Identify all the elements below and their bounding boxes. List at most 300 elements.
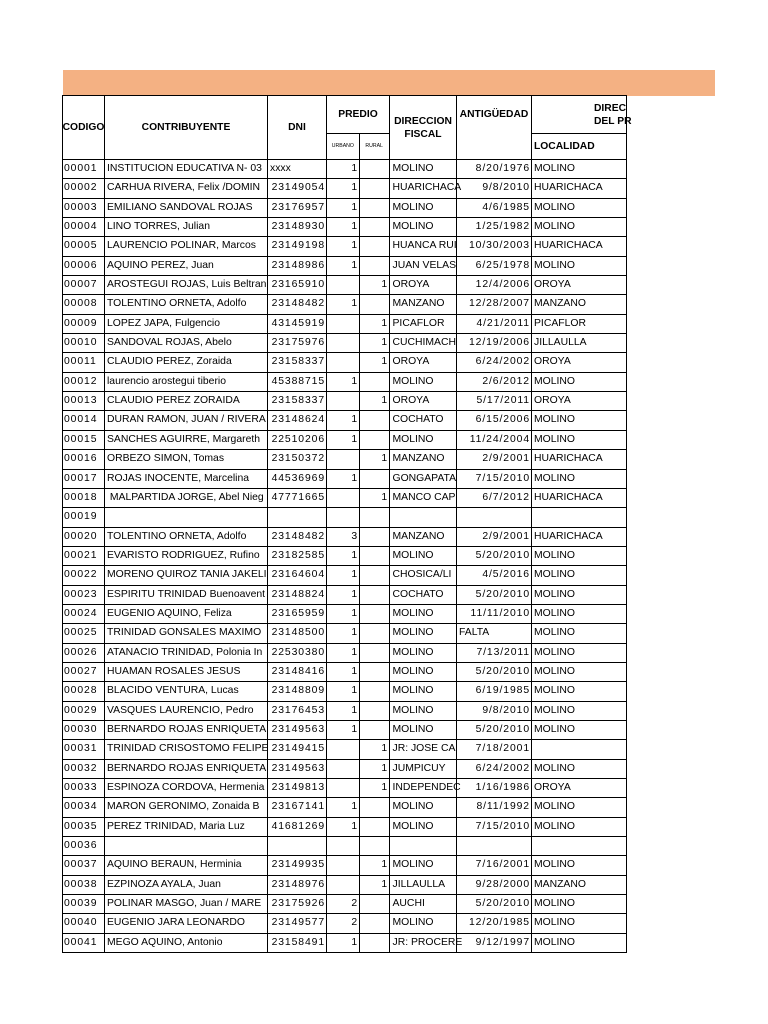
cell-direccion-fiscal: CHOSICA/LI [390, 566, 457, 585]
header-predio [327, 96, 390, 134]
cell-dni: 23148824 [268, 586, 327, 605]
cell-localidad: MOLINO [532, 934, 627, 953]
cell-contribuyente: ESPINOZA CORDOVA, Hermenia [105, 779, 268, 798]
cell-localidad: PICAFLOR [532, 315, 627, 334]
cell-rural [360, 644, 390, 663]
cell-antiguedad: 7/15/2010 [457, 470, 532, 489]
cell-localidad: MOLINO [532, 199, 627, 218]
cell-antiguedad: 9/8/2010 [457, 702, 532, 721]
cell-dni: xxxx [268, 160, 327, 179]
table-row [63, 199, 627, 218]
cell-localidad: OROYA [532, 353, 627, 372]
cell-antiguedad: 12/20/1985 [457, 914, 532, 933]
cell-direccion-fiscal [390, 508, 457, 527]
cell-dni: 23148416 [268, 663, 327, 682]
cell-contribuyente: CARHUA RIVERA, Felix /DOMIN [105, 179, 268, 198]
cell-direccion-fiscal: JR: JOSE CA [390, 740, 457, 759]
cell-urbano: 1 [327, 547, 360, 566]
cell-codigo: 00025 [63, 624, 105, 643]
cell-antiguedad: 2/6/2012 [457, 373, 532, 392]
cell-codigo: 00024 [63, 605, 105, 624]
cell-urbano: 1 [327, 257, 360, 276]
header-direccion-predio-line2: DEL PR [594, 116, 632, 127]
cell-contribuyente: TRINIDAD CRISOSTOMO FELIPE [105, 740, 268, 759]
cell-codigo: 00018 [63, 489, 105, 508]
cell-codigo: 00039 [63, 895, 105, 914]
cell-codigo: 00020 [63, 528, 105, 547]
cell-antiguedad: 5/20/2010 [457, 895, 532, 914]
cell-direccion-fiscal: PICAFLOR [390, 315, 457, 334]
cell-contribuyente: EMILIANO SANDOVAL ROJAS [105, 199, 268, 218]
cell-codigo: 00041 [63, 934, 105, 953]
cell-antiguedad: 4/5/2016 [457, 566, 532, 585]
cell-contribuyente: BLACIDO VENTURA, Lucas [105, 682, 268, 701]
cell-contribuyente: LINO TORRES, Julian [105, 218, 268, 237]
cell-urbano: 1 [327, 934, 360, 953]
cell-urbano [327, 837, 360, 856]
cell-contribuyente: MEGO AQUINO, Antonio [105, 934, 268, 953]
cell-dni: 23150372 [268, 450, 327, 469]
cell-urbano: 1 [327, 644, 360, 663]
cell-direccion-fiscal: MOLINO [390, 663, 457, 682]
cell-contribuyente [105, 508, 268, 527]
header-direccion-predio-line1: DIREC [594, 103, 627, 114]
cell-contribuyente: AQUINO BERAUN, Herminia [105, 856, 268, 875]
cell-direccion-fiscal [390, 837, 457, 856]
cell-localidad: MOLINO [532, 605, 627, 624]
table-row [63, 392, 627, 411]
table-row [63, 702, 627, 721]
cell-antiguedad: 11/11/2010 [457, 605, 532, 624]
header-contribuyente-label: CONTRIBUYENTE [141, 122, 231, 133]
cell-contribuyente: MALPARTIDA JORGE, Abel Nieg [105, 489, 268, 508]
cell-localidad: MANZANO [532, 295, 627, 314]
cell-direccion-fiscal: MOLINO [390, 856, 457, 875]
cell-localidad: MOLINO [532, 547, 627, 566]
cell-localidad: MOLINO [532, 257, 627, 276]
cell-dni: 23164604 [268, 566, 327, 585]
cell-antiguedad: 7/16/2001 [457, 856, 532, 875]
cell-rural [360, 566, 390, 585]
header-direccion-fiscal [390, 96, 457, 160]
header-localidad-label: LOCALIDAD [534, 141, 595, 152]
cell-antiguedad: 8/11/1992 [457, 798, 532, 817]
cell-contribuyente [105, 837, 268, 856]
cell-direccion-fiscal: MANZANO [390, 295, 457, 314]
cell-antiguedad: 2/9/2001 [457, 528, 532, 547]
header-antiguedad [457, 96, 532, 160]
cell-contribuyente: EUGENIO AQUINO, Feliza [105, 605, 268, 624]
cell-contribuyente: ORBEZO SIMON, Tomas [105, 450, 268, 469]
cell-rural [360, 702, 390, 721]
cell-direccion-fiscal: MOLINO [390, 644, 457, 663]
table-row [63, 334, 627, 353]
cell-rural [360, 257, 390, 276]
cell-direccion-fiscal: MANZANO [390, 450, 457, 469]
cell-localidad: MOLINO [532, 914, 627, 933]
cell-urbano [327, 856, 360, 875]
table-row [63, 218, 627, 237]
table-row [63, 489, 627, 508]
cell-antiguedad: 9/8/2010 [457, 179, 532, 198]
cell-localidad: HUARICHACA [532, 528, 627, 547]
cell-urbano [327, 334, 360, 353]
cell-rural: 1 [360, 450, 390, 469]
cell-direccion-fiscal: MOLINO [390, 914, 457, 933]
table-row [63, 779, 627, 798]
cell-dni: 23176957 [268, 199, 327, 218]
cell-localidad [532, 508, 627, 527]
table-row [63, 450, 627, 469]
cell-dni: 23167141 [268, 798, 327, 817]
cell-rural: 1 [360, 876, 390, 895]
cell-antiguedad [457, 508, 532, 527]
cell-localidad: HUARICHACA [532, 489, 627, 508]
cell-direccion-fiscal: OROYA [390, 276, 457, 295]
header-dni [268, 96, 327, 160]
cell-antiguedad: FALTA [457, 624, 532, 643]
cell-direccion-fiscal: COCHATO [390, 411, 457, 430]
cell-localidad: HUARICHACA [532, 450, 627, 469]
cell-codigo: 00001 [63, 160, 105, 179]
cell-dni: 23158337 [268, 392, 327, 411]
cell-antiguedad: 7/18/2001 [457, 740, 532, 759]
table-row [63, 508, 627, 527]
cell-localidad: MOLINO [532, 856, 627, 875]
cell-rural [360, 470, 390, 489]
cell-dni: 23148482 [268, 295, 327, 314]
cell-codigo: 00016 [63, 450, 105, 469]
cell-localidad: HUARICHACA [532, 179, 627, 198]
cell-codigo: 00009 [63, 315, 105, 334]
cell-antiguedad: 6/24/2002 [457, 760, 532, 779]
cell-contribuyente: EVARISTO RODRIGUEZ, Rufino [105, 547, 268, 566]
cell-dni: 23148500 [268, 624, 327, 643]
cell-direccion-fiscal: HUARICHACA [390, 179, 457, 198]
cell-contribuyente: CLAUDIO PEREZ ZORAIDA [105, 392, 268, 411]
table-row [63, 740, 627, 759]
cell-dni: 23165910 [268, 276, 327, 295]
cell-urbano [327, 353, 360, 372]
table-row [63, 837, 627, 856]
cell-dni: 23149054 [268, 179, 327, 198]
cell-rural: 1 [360, 315, 390, 334]
cell-urbano: 1 [327, 798, 360, 817]
cell-dni: 23176453 [268, 702, 327, 721]
cell-rural [360, 798, 390, 817]
cell-localidad: MOLINO [532, 566, 627, 585]
cell-rural [360, 547, 390, 566]
cell-localidad: OROYA [532, 392, 627, 411]
cell-rural [360, 721, 390, 740]
cell-dni: 41681269 [268, 818, 327, 837]
cell-localidad: MOLINO [532, 586, 627, 605]
cell-rural [360, 605, 390, 624]
cell-direccion-fiscal: GONGAPATA [390, 470, 457, 489]
cell-dni: 23158491 [268, 934, 327, 953]
header-predio-label: PREDIO [338, 109, 378, 120]
cell-codigo: 00010 [63, 334, 105, 353]
table-row [63, 237, 627, 256]
cell-direccion-fiscal: MANCO CAP [390, 489, 457, 508]
cell-urbano: 1 [327, 682, 360, 701]
cell-codigo: 00006 [63, 257, 105, 276]
cell-contribuyente: BERNARDO ROJAS ENRIQUETA [105, 721, 268, 740]
cell-antiguedad: 4/6/1985 [457, 199, 532, 218]
cell-contribuyente: LOPEZ JAPA, Fulgencio [105, 315, 268, 334]
cell-rural: 1 [360, 489, 390, 508]
cell-urbano: 1 [327, 818, 360, 837]
cell-dni: 23175976 [268, 334, 327, 353]
cell-direccion-fiscal: CUCHIMACH [390, 334, 457, 353]
cell-direccion-fiscal: JILLAULLA [390, 876, 457, 895]
cell-codigo: 00037 [63, 856, 105, 875]
cell-localidad: MOLINO [532, 663, 627, 682]
cell-contribuyente: TRINIDAD GONSALES MAXIMO [105, 624, 268, 643]
cell-rural [360, 160, 390, 179]
header-codigo-label: CODIGO [62, 122, 105, 133]
cell-codigo: 00038 [63, 876, 105, 895]
cell-direccion-fiscal: OROYA [390, 353, 457, 372]
cell-dni: 23149577 [268, 914, 327, 933]
cell-localidad: MOLINO [532, 818, 627, 837]
cell-dni: 23148809 [268, 682, 327, 701]
cell-localidad: MOLINO [532, 160, 627, 179]
cell-contribuyente: ROJAS INOCENTE, Marcelina [105, 470, 268, 489]
cell-dni: 22530380 [268, 644, 327, 663]
cell-rural: 1 [360, 276, 390, 295]
table-row [63, 315, 627, 334]
cell-codigo: 00032 [63, 760, 105, 779]
cell-dni: 23148624 [268, 411, 327, 430]
header-band [63, 70, 715, 96]
cell-contribuyente: laurencio arostegui tiberio [105, 373, 268, 392]
cell-rural: 1 [360, 760, 390, 779]
cell-direccion-fiscal: MOLINO [390, 798, 457, 817]
cell-direccion-fiscal: AUCHI [390, 895, 457, 914]
cell-codigo: 00023 [63, 586, 105, 605]
cell-codigo: 00022 [63, 566, 105, 585]
cell-localidad: MOLINO [532, 624, 627, 643]
cell-urbano [327, 779, 360, 798]
cell-codigo: 00007 [63, 276, 105, 295]
cell-dni: 45388715 [268, 373, 327, 392]
cell-antiguedad: 6/25/1978 [457, 257, 532, 276]
cell-antiguedad: 5/17/2011 [457, 392, 532, 411]
cell-rural [360, 179, 390, 198]
cell-direccion-fiscal: INDEPENDEC [390, 779, 457, 798]
cell-urbano [327, 489, 360, 508]
cell-rural [360, 663, 390, 682]
cell-urbano: 1 [327, 624, 360, 643]
cell-antiguedad: 4/21/2011 [457, 315, 532, 334]
cell-codigo: 00019 [63, 508, 105, 527]
cell-dni: 23149563 [268, 760, 327, 779]
cell-dni: 22510206 [268, 431, 327, 450]
cell-dni: 43145919 [268, 315, 327, 334]
cell-antiguedad: 10/30/2003 [457, 237, 532, 256]
cell-localidad: MOLINO [532, 431, 627, 450]
cell-codigo: 00012 [63, 373, 105, 392]
cell-rural [360, 237, 390, 256]
header-rural-label: RURAL [365, 143, 384, 149]
cell-dni: 23148930 [268, 218, 327, 237]
cell-antiguedad: 11/24/2004 [457, 431, 532, 450]
cell-rural [360, 528, 390, 547]
cell-codigo: 00014 [63, 411, 105, 430]
cell-antiguedad: 5/20/2010 [457, 547, 532, 566]
cell-codigo: 00027 [63, 663, 105, 682]
cell-rural [360, 682, 390, 701]
cell-dni: 23148976 [268, 876, 327, 895]
cell-contribuyente: MARON GERONIMO, Zonaida B [105, 798, 268, 817]
cell-urbano [327, 508, 360, 527]
cell-direccion-fiscal: MOLINO [390, 605, 457, 624]
cell-codigo: 00011 [63, 353, 105, 372]
cell-localidad: MOLINO [532, 470, 627, 489]
cell-rural: 1 [360, 779, 390, 798]
cell-urbano: 1 [327, 160, 360, 179]
cell-rural: 1 [360, 740, 390, 759]
cell-rural [360, 431, 390, 450]
cell-dni: 23175926 [268, 895, 327, 914]
table-row [63, 160, 627, 179]
cell-rural [360, 295, 390, 314]
cell-contribuyente: POLINAR MASGO, Juan / MARE [105, 895, 268, 914]
table-row [63, 760, 627, 779]
cell-localidad: JILLAULLA [532, 334, 627, 353]
cell-contribuyente: SANDOVAL ROJAS, Abelo [105, 334, 268, 353]
table-row [63, 373, 627, 392]
cell-urbano: 1 [327, 431, 360, 450]
cell-antiguedad: 9/28/2000 [457, 876, 532, 895]
header-codigo [63, 96, 105, 160]
cell-direccion-fiscal: MOLINO [390, 431, 457, 450]
cell-localidad: MOLINO [532, 721, 627, 740]
table-row [63, 721, 627, 740]
table-row [63, 411, 627, 430]
cell-urbano: 2 [327, 895, 360, 914]
cell-localidad: OROYA [532, 779, 627, 798]
cell-rural [360, 586, 390, 605]
cell-localidad [532, 837, 627, 856]
cell-dni: 23158337 [268, 353, 327, 372]
cell-rural [360, 508, 390, 527]
cell-dni [268, 837, 327, 856]
cell-urbano [327, 276, 360, 295]
cell-contribuyente: DURAN RAMON, JUAN / RIVERA [105, 411, 268, 430]
header-urbano [327, 134, 360, 160]
cell-antiguedad: 6/19/1985 [457, 682, 532, 701]
cell-localidad: MOLINO [532, 682, 627, 701]
cell-localidad: MOLINO [532, 218, 627, 237]
cell-rural: 1 [360, 856, 390, 875]
cell-dni: 23149198 [268, 237, 327, 256]
table-row [63, 295, 627, 314]
cell-localidad: MOLINO [532, 702, 627, 721]
cell-antiguedad: 5/20/2010 [457, 586, 532, 605]
table-row [63, 644, 627, 663]
cell-urbano: 1 [327, 586, 360, 605]
cell-rural [360, 373, 390, 392]
table-row [63, 276, 627, 295]
cell-contribuyente: CLAUDIO PEREZ, Zoraida [105, 353, 268, 372]
cell-dni: 23148986 [268, 257, 327, 276]
table-row [63, 179, 627, 198]
cell-contribuyente: TOLENTINO ORNETA, Adolfo [105, 528, 268, 547]
cell-localidad: MANZANO [532, 876, 627, 895]
cell-antiguedad: 9/12/1997 [457, 934, 532, 953]
cell-contribuyente: BERNARDO ROJAS ENRIQUETA [105, 760, 268, 779]
cell-codigo: 00029 [63, 702, 105, 721]
table-row [63, 663, 627, 682]
cell-urbano [327, 315, 360, 334]
cell-contribuyente: MORENO QUIROZ TANIA JAKELI [105, 566, 268, 585]
table-body [62, 160, 627, 953]
cell-direccion-fiscal: COCHATO [390, 586, 457, 605]
table-header [62, 95, 632, 160]
table-row [63, 624, 627, 643]
cell-urbano: 1 [327, 411, 360, 430]
table-row [63, 895, 627, 914]
cell-direccion-fiscal: MOLINO [390, 160, 457, 179]
cell-urbano [327, 876, 360, 895]
cell-urbano [327, 740, 360, 759]
cell-contribuyente: PEREZ TRINIDAD, Maria Luz [105, 818, 268, 837]
cell-rural: 1 [360, 334, 390, 353]
cell-urbano [327, 392, 360, 411]
cell-contribuyente: TOLENTINO ORNETA, Adolfo [105, 295, 268, 314]
cell-direccion-fiscal: JR: PROCERE [390, 934, 457, 953]
cell-direccion-fiscal: MOLINO [390, 547, 457, 566]
header-direccion-predio [532, 96, 632, 134]
cell-antiguedad: 7/15/2010 [457, 818, 532, 837]
cell-localidad: MOLINO [532, 373, 627, 392]
cell-urbano: 1 [327, 237, 360, 256]
cell-localidad: MOLINO [532, 798, 627, 817]
cell-urbano: 1 [327, 605, 360, 624]
cell-dni: 23182585 [268, 547, 327, 566]
cell-urbano: 1 [327, 663, 360, 682]
cell-urbano: 3 [327, 528, 360, 547]
cell-rural [360, 218, 390, 237]
cell-antiguedad: 5/20/2010 [457, 721, 532, 740]
cell-urbano: 1 [327, 218, 360, 237]
cell-rural: 1 [360, 392, 390, 411]
table-row [63, 257, 627, 276]
cell-direccion-fiscal: MOLINO [390, 218, 457, 237]
cell-antiguedad: 6/24/2002 [457, 353, 532, 372]
cell-codigo: 00021 [63, 547, 105, 566]
cell-codigo: 00004 [63, 218, 105, 237]
cell-antiguedad: 5/20/2010 [457, 663, 532, 682]
cell-localidad: OROYA [532, 276, 627, 295]
cell-rural [360, 895, 390, 914]
table-row [63, 914, 627, 933]
cell-localidad: MOLINO [532, 644, 627, 663]
cell-codigo: 00015 [63, 431, 105, 450]
cell-codigo: 00034 [63, 798, 105, 817]
cell-urbano: 1 [327, 373, 360, 392]
cell-urbano: 1 [327, 470, 360, 489]
cell-direccion-fiscal: JUAN VELAS [390, 257, 457, 276]
cell-dni: 23165959 [268, 605, 327, 624]
cell-contribuyente: EUGENIO JARA LEONARDO [105, 914, 268, 933]
table-row [63, 818, 627, 837]
cell-dni: 47771665 [268, 489, 327, 508]
cell-direccion-fiscal: JUMPICUY [390, 760, 457, 779]
cell-rural [360, 624, 390, 643]
